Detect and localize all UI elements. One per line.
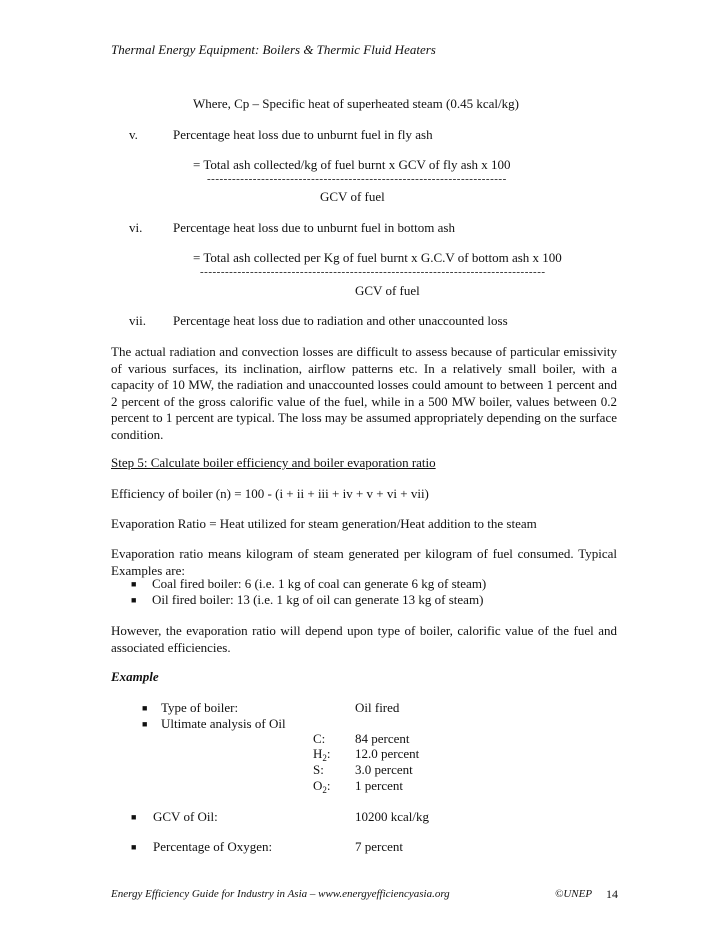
example-oil: Oil fired boiler: 13 (i.e. 1 kg of oil can generate 13 kg of steam) xyxy=(152,592,484,607)
square-bullet-icon: ■ xyxy=(131,812,137,822)
item-v-numerator: = Total ash collected/kg of fuel burnt x GCV of fly ash x 100 xyxy=(193,157,511,172)
type-of-boiler-value: Oil fired xyxy=(355,700,400,715)
example-coal: Coal fired boiler: 6 (i.e. 1 kg of coal can generate 6 kg of steam) xyxy=(152,576,487,591)
efficiency-formula: Efficiency of boiler (n) = 100 - (i + ii + iii + iv + v + vi + vii) xyxy=(111,486,429,501)
radiation-paragraph: The actual radiation and convection losses are difficult to assess because of particular emissivity of various surfaces, its inclination, airflow patterns etc. In a relatively small boiler, with a capacity of 10 MW, the radiation and unaccounted losses could amount to between 1 percent and 2 percent of the gross calorific value of the fuel, while in a 500 MW boiler, values between 0.2 percent to 1 percent are typical. The loss may be assumed appropriately depending on the surface condition. xyxy=(111,344,617,442)
analysis-value-c: 84 percent xyxy=(355,731,410,746)
analysis-element-o2: $O_2$: xyxy=(313,778,331,795)
running-header: Thermal Energy Equipment: Boilers & Thermic Fluid Heaters xyxy=(111,42,436,57)
item-vi-number: vi. xyxy=(129,220,143,235)
square-bullet-icon: ■ xyxy=(142,719,148,729)
square-bullet-icon: ■ xyxy=(142,703,148,713)
square-bullet-icon: ■ xyxy=(131,579,137,589)
example-heading: Example xyxy=(111,669,159,684)
evaporation-paragraph: Evaporation ratio means kilogram of steam generated per kilogram of fuel consumed. Typical Examples are: xyxy=(111,546,617,578)
item-vi-denominator: GCV of fuel xyxy=(355,283,420,298)
gcv-oil-value: 10200 kcal/kg xyxy=(355,809,430,824)
item-vii-text: Percentage heat loss due to radiation and other unaccounted loss xyxy=(173,313,508,328)
item-vi-numerator: = Total ash collected per Kg of fuel burnt x G.C.V of bottom ash x 100 xyxy=(193,250,562,265)
step5-heading: Step 5: Calculate boiler efficiency and boiler evaporation ratio xyxy=(111,455,436,470)
page-number: 14 xyxy=(606,887,618,901)
however-paragraph: However, the evaporation ratio will depend upon type of boiler, calorific value of the fuel and associated efficiencies. xyxy=(111,623,617,655)
evaporation-formula: Evaporation Ratio = Heat utilized for steam generation/Heat addition to the steam xyxy=(111,516,537,531)
analysis-element-s: S: xyxy=(313,762,324,777)
analysis-value-o2: 1 percent xyxy=(355,778,404,793)
oxygen-percentage-label: Percentage of Oxygen: xyxy=(153,839,273,854)
footer-guide-link[interactable]: Energy Efficiency Guide for Industry in Asia – www.energyefficiencyasia.org xyxy=(111,888,450,900)
footer-copyright: ©UNEP xyxy=(555,888,593,900)
item-v-fraction-bar: ------------------------------------------------------------------------ xyxy=(207,173,507,185)
gcv-oil-label: GCV of Oil: xyxy=(153,809,218,824)
type-of-boiler-label: Type of boiler: xyxy=(161,700,239,715)
analysis-value-h2: 12.0 percent xyxy=(355,746,420,761)
where-cp-line: Where, Cp – Specific heat of superheated steam (0.45 kcal/kg) xyxy=(193,96,519,111)
item-vi-fraction-bar: ----------------------------------------------------------------------------------- xyxy=(200,266,546,278)
ultimate-analysis-label: Ultimate analysis of Oil xyxy=(161,716,286,731)
oxygen-percentage-value: 7 percent xyxy=(355,839,404,854)
item-v-text: Percentage heat loss due to unburnt fuel in fly ash xyxy=(173,127,433,142)
item-v-denominator: GCV of fuel xyxy=(320,189,385,204)
analysis-element-h2: $H_2$: xyxy=(313,746,331,763)
item-vii-number: vii. xyxy=(129,313,146,328)
item-vi-text: Percentage heat loss due to unburnt fuel in bottom ash xyxy=(173,220,455,235)
analysis-value-s: 3.0 percent xyxy=(355,762,413,777)
analysis-element-c: C: xyxy=(313,731,326,746)
square-bullet-icon: ■ xyxy=(131,842,137,852)
square-bullet-icon: ■ xyxy=(131,595,137,605)
item-v-number: v. xyxy=(129,127,138,142)
